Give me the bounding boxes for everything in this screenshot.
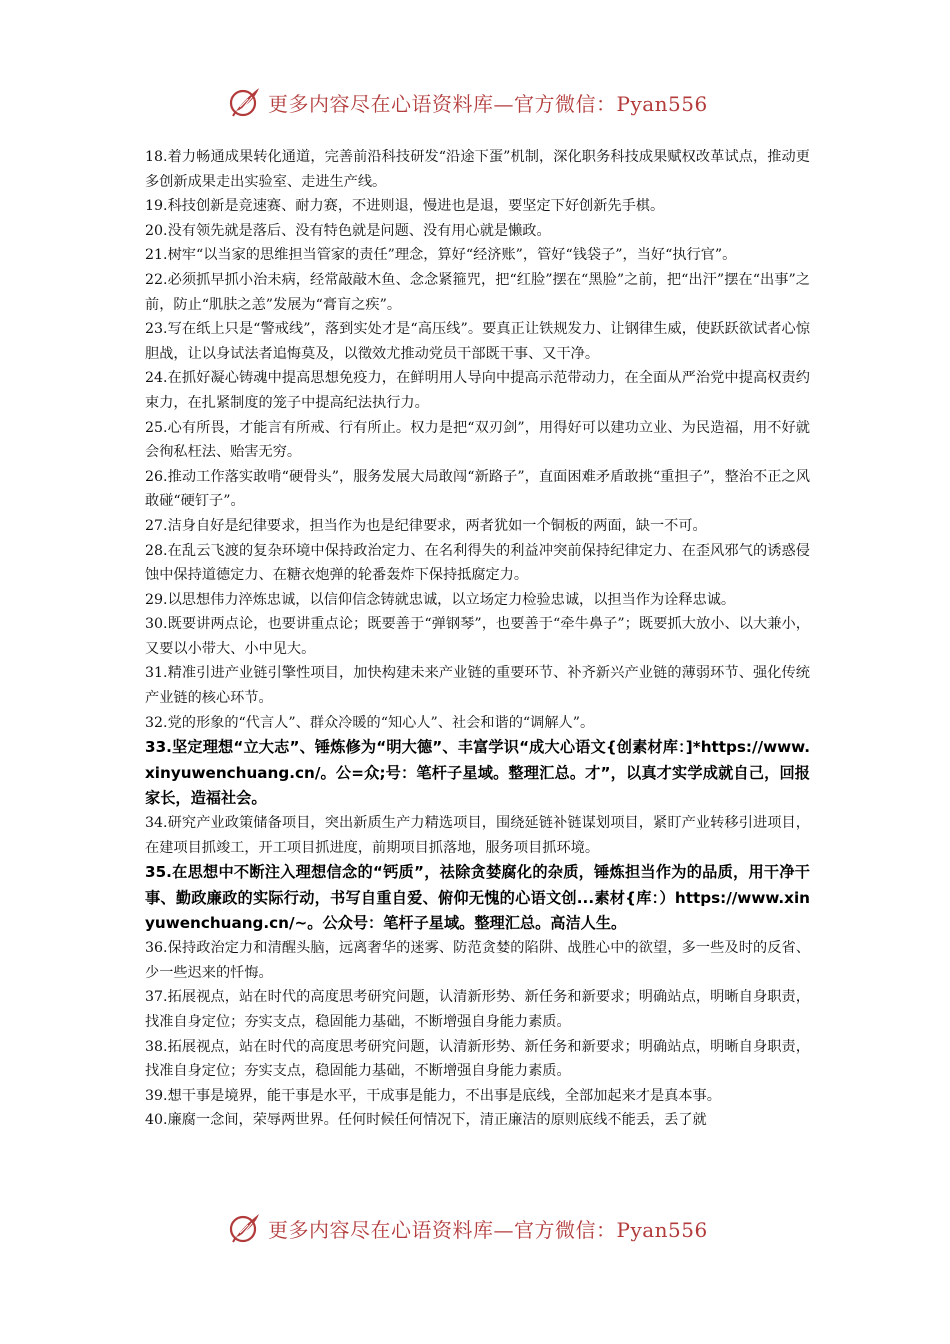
paragraph-item: 26.推动工作落实敢啃“硬骨头”，服务发展大局敢闯“新路子”，直面困难矛盾敢挑“重担子”，整治不正之风敢碰“硬钉子”。 — [145, 468, 810, 510]
document-body — [145, 145, 810, 1133]
paragraph-item: 35.在思想中不断注入理想信念的“钙质”，祛除贪婪腐化的杂质，锤炼担当作为的品质，用干净干事、勤政廉政的实际行动，书写自重自爱、俯仰无愧的心语文创...素材{库：）https://www.xinyuwenchuang.cn/~。公众号：笔杆子星域。整理汇总。高洁人生。 — [145, 863, 810, 932]
paragraph-item: 19.科技创新是竞速赛、耐力赛，不进则退，慢进也是退，要坚定下好创新先手棋。 — [145, 198, 665, 215]
paragraph-item: 40.廉腐一念间，荣辱两世界。任何时候任何情况下，清正廉洁的原则底线不能丢，丢了就 — [145, 1112, 707, 1129]
paragraph-item: 38.拓展视点，站在时代的高度思考研究问题，认清新形势、新任务和新要求；明确站点，明晰自身职责，找准自身定位；夯实支点，稳固能力基础，不断增强自身能力素质。 — [145, 1038, 810, 1080]
paragraph-item: 21.树牢“以当家的思维担当管家的责任”理念，算好“经济账”，管好“钱袋子”，当好“执行官”。 — [145, 247, 737, 264]
paragraph-item: 18.着力畅通成果转化通道，完善前沿科技研发“沿途下蛋”机制，深化职务科技成果赋权改革试点，推动更多创新成果走出实验室、走进生产线。 — [145, 149, 810, 190]
paragraph-item: 32.党的形象的“代言人”、群众冷暖的“知心人”、社会和谐的“调解人”。 — [145, 714, 595, 731]
paragraph-item: 28.在乱云飞渡的复杂环境中保持政治定力、在名利得失的利益冲突前保持纪律定力、在歪风邪气的诱惑侵蚀中保持道德定力、在糖衣炮弹的轮番轰炸下保持抵腐定力。 — [145, 542, 810, 584]
header-banner-text: 更多内容尽在心语资料库—官方微信：Pyan556 — [268, 91, 708, 116]
paragraph-item: 30.既要讲两点论，也要讲重点论；既要善于“弹钢琴”，也要善于“牵牛鼻子”；既要抓大放小、以大兼小，又要以小带大、小中见大。 — [145, 616, 810, 657]
header-banner — [228, 82, 728, 122]
feather-pen-logo-icon — [228, 85, 262, 119]
paragraph-item: 25.心有所畏，才能言有所戒、行有所止。权力是把“双刃剑”，用得好可以建功立业、为民造福，用不好就会徇私枉法、贻害无穷。 — [145, 419, 810, 461]
footer-banner — [228, 1208, 728, 1248]
paragraph-item: 39.想干事是境界，能干事是水平，干成事是能力，不出事是底线，全部加起来才是真本事。 — [145, 1087, 721, 1104]
paragraph-item: 24.在抓好凝心铸魂中提高思想免疫力，在鲜明用人导向中提高示范带动力，在全面从严治党中提高权责约束力，在扎紧制度的笼子中提高纪法执行力。 — [145, 370, 810, 411]
paragraph-item: 34.研究产业政策储备项目，突出新质生产力精选项目，围绕延链补链谋划项目，紧盯产业转移引进项目，在建项目抓竣工，开工项目抓进度，前期项目抓落地，服务项目抓环境。 — [145, 815, 810, 856]
footer-banner-text: 更多内容尽在心语资料库—官方微信：Pyan556 — [268, 1217, 708, 1242]
paragraph-item: 22.必须抓早抓小治未病，经常敲敲木鱼、念念紧箍咒，把“红脸”摆在“黑脸”之前，把“出汗”摆在“出事”之前，防止“肌肤之恙”发展为“膏肓之疾”。 — [145, 271, 810, 313]
paragraph-item: 27.洁身自好是纪律要求，担当作为也是纪律要求，两者犹如一个铜板的两面，缺一不可。 — [145, 517, 707, 534]
paragraph-item: 36.保持政治定力和清醒头脑，远离奢华的迷雾、防范贪婪的陷阱、战胜心中的欲望，多一些及时的反省、少一些迟来的忏悔。 — [145, 940, 810, 981]
feather-pen-logo-icon — [228, 1211, 262, 1245]
paragraph-item: 23.写在纸上只是“警戒线”，落到实处才是“高压线”。要真正让铁规发力、让钢律生威，使跃跃欲试者心惊胆战，让以身试法者追悔莫及，以徵效尤推动党员干部既干事、又干净。 — [145, 321, 810, 362]
paragraph-item: 29.以思想伟力淬炼忠诚，以信仰信念铸就忠诚，以立场定力检验忠诚，以担当作为诠释忠诚。 — [145, 591, 736, 608]
paragraph-item: 33.坚定理想“立大志”、锤炼修为“明大德”、丰富学识“成大心语文{创素材库：]*https://www.xinyuwenchuang.cn/。公=众;号：笔杆子星域。整理汇总。才”，以真才实学成就自己，回报家长，造福社会。 — [145, 738, 810, 807]
paragraph-item: 37.拓展视点，站在时代的高度思考研究问题，认清新形势、新任务和新要求；明确站点，明晰自身职责，找准自身定位；夯实支点，稳固能力基础，不断增强自身能力素质。 — [145, 989, 810, 1030]
paragraph-item: 20.没有领先就是落后、没有特色就是问题、没有用心就是懒政。 — [145, 222, 551, 239]
paragraph-item: 31.精准引进产业链引擎性项目，加快构建未来产业链的重要环节、补齐新兴产业链的薄弱环节、强化传统产业链的核心环节。 — [145, 665, 810, 707]
